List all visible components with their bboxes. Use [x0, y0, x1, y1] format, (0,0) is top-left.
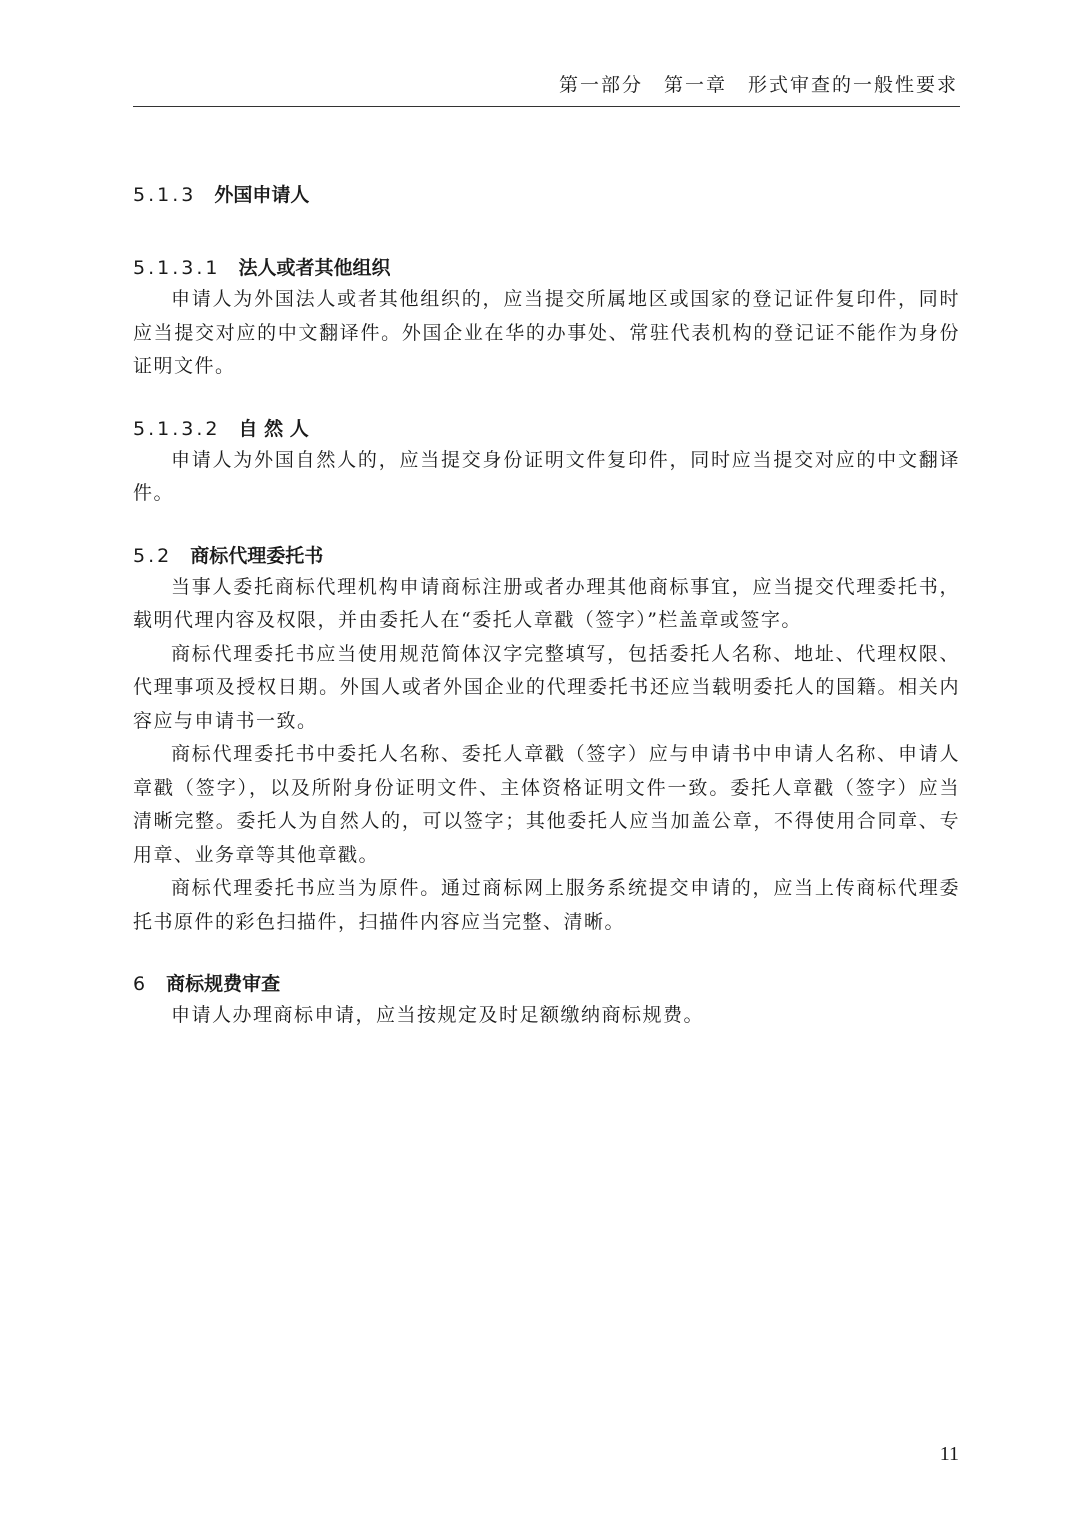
page-body — [133, 180, 960, 1033]
running-header-title: 第一部分 第一章 形式审查的一般性要求 — [558, 74, 958, 96]
section-number: 6 — [133, 973, 149, 995]
section-title: 外国申请人 — [214, 184, 310, 206]
body-paragraph: 当事人委托商标代理机构申请商标注册或者办理其他商标事宜，应当提交代理委托书，载明代理内容及权限，并由委托人在“委托人章戳（签字）”栏盖章或签字。 — [133, 575, 960, 631]
body-paragraph: 申请人为外国法人或者其他组织的，应当提交所属地区或国家的登记证件复印件，同时应当提交对应的中文翻译件。外国企业在华的办事处、常驻代表机构的登记证不能作为身份证明文件。 — [133, 288, 960, 377]
page-number: 11 — [939, 1443, 959, 1465]
section-number: 5.1.3.2 — [133, 417, 221, 440]
section-heading-5-1-3-1 — [133, 253, 960, 283]
section-title: 商标代理委托书 — [190, 544, 324, 567]
spacer — [133, 384, 960, 414]
body-paragraph: 商标代理委托书应当为原件。通过商标网上服务系统提交申请的，应当上传商标代理委托书原件的彩色扫描件，扫描件内容应当完整、清晰。 — [133, 877, 960, 933]
spacer — [133, 511, 960, 541]
section-number: 5.2 — [133, 544, 173, 567]
spacer — [133, 939, 960, 969]
section-title: 商标规费审查 — [166, 973, 281, 995]
body-paragraph: 申请人办理商标申请，应当按规定及时足额缴纳商标规费。 — [171, 1004, 705, 1026]
spacer — [133, 210, 960, 253]
section-title: 自 然 人 — [238, 417, 309, 440]
section-heading-5-1-3-2 — [133, 414, 960, 444]
section-heading-5-2 — [133, 541, 960, 571]
body-paragraph: 商标代理委托书应当使用规范简体汉字完整填写，包括委托人名称、地址、代理权限、代理事项及授权日期。外国人或者外国企业的代理委托书还应当载明委托人的国籍。相关内容应与申请书一致。 — [133, 642, 960, 732]
section-title: 法人或者其他组织 — [238, 257, 391, 279]
section-heading-6 — [133, 969, 960, 999]
section-number: 5.1.3.1 — [133, 257, 221, 279]
section-heading-5-1-3 — [133, 180, 960, 210]
body-paragraph: 商标代理委托书中委托人名称、委托人章戳（签字）应与申请书中申请人名称、申请人章戳（签字），以及所附身份证明文件、主体资格证明文件一致。委托人章戳（签字）应当清晰完整。委托人为自然人的，可以签字；其他委托人应当加盖公章，不得使用合同章、专用章、业务章等其他章戳。 — [133, 743, 960, 866]
section-number: 5.1.3 — [133, 184, 197, 206]
running-header — [133, 72, 960, 107]
body-paragraph: 申请人为外国自然人的，应当提交身份证明文件复印件，同时应当提交对应的中文翻译件。 — [133, 448, 960, 504]
